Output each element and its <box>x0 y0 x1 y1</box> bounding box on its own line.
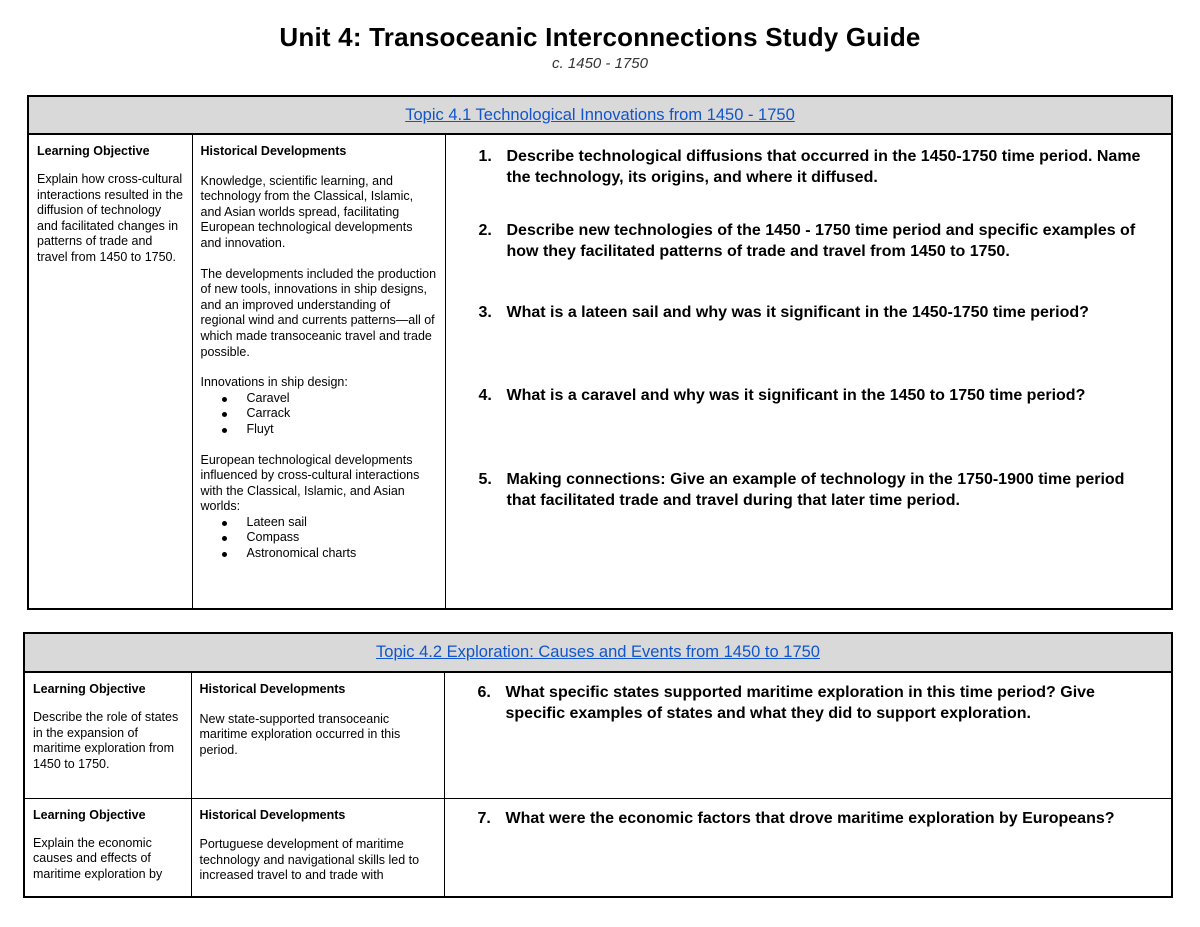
list-item: Compass <box>247 530 437 546</box>
question-number: 2. <box>478 222 492 239</box>
learning-objective-text: Explain how cross-cultural interactions resulted in the diffusion of technology and facilitated changes in patterns of trade and travel from 1450 to 1750. <box>37 172 183 264</box>
question-text: Describe new technologies of the 1450 - 1750 time period and specific examples of how they facilitated patterns of trade and travel from 1450 to 1750. <box>506 222 1136 260</box>
development-paragraph: Innovations in ship design: <box>200 375 348 390</box>
list-item: Astronomical charts <box>247 546 437 562</box>
topic-4-1-table <box>27 95 1173 610</box>
question-item <box>479 302 1152 323</box>
learning-objective-text: Explain the economic causes and effects of maritime exploration by <box>33 835 163 881</box>
question-item <box>478 808 1152 829</box>
page-subtitle: c. 1450 - 1750 <box>552 55 648 72</box>
question-number: 3. <box>478 304 492 321</box>
topic-4-2-link[interactable]: Topic 4.2 Exploration: Causes and Events from 1450 to 1750 <box>376 643 820 661</box>
historical-developments-cell <box>192 134 445 609</box>
question-item <box>479 220 1152 262</box>
topic-4-1-link[interactable]: Topic 4.1 Technological Innovations from 1450 - 1750 <box>405 105 795 124</box>
question-number: 6. <box>477 684 491 701</box>
ship-design-list <box>201 391 437 438</box>
list-item: Caravel <box>247 391 437 407</box>
list-item: Lateen sail <box>247 515 437 531</box>
question-item <box>479 385 1152 406</box>
learning-objective-label: Learning Objective <box>33 682 146 696</box>
learning-objective-label: Learning Objective <box>37 144 150 158</box>
question-text: Describe technological diffusions that occurred in the 1450-1750 time period. Name the technology, its origins, and where it diffused. <box>506 148 1141 186</box>
development-paragraph: Portuguese development of maritime technology and navigational skills led to increased travel to and trade with <box>199 837 420 883</box>
learning-objective-cell <box>28 134 192 609</box>
question-text: Making connections: Give an example of technology in the 1750-1900 time period that facilitated trade and travel during that later time period. <box>506 471 1125 509</box>
historical-developments-label: Historical Developments <box>199 682 346 696</box>
question-number: 5. <box>478 471 492 488</box>
learning-objective-text: Describe the role of states in the expansion of maritime exploration from 1450 to 1750. <box>33 710 179 771</box>
question-item <box>479 469 1152 511</box>
topic-4-2-table <box>23 632 1173 898</box>
list-item: Fluyt <box>247 422 437 438</box>
topic-4-1-header <box>28 96 1172 134</box>
learning-objective-cell <box>24 672 191 798</box>
question-item <box>478 682 1152 724</box>
learning-objective-cell <box>24 798 191 897</box>
development-paragraph: The developments included the production of new tools, innovations in ship designs, and an improved understanding of regional wind and currents patterns—all of which made transoceanic travel and trade possible. <box>200 266 437 359</box>
development-paragraph: European technological developments influenced by cross-cultural interactions with the Classical, Islamic, and Asian worlds: <box>200 452 420 514</box>
historical-developments-cell <box>191 672 444 798</box>
question-number: 4. <box>478 387 492 404</box>
list-item: Carrack <box>247 406 437 422</box>
questions-cell <box>444 798 1172 897</box>
historical-developments-cell <box>191 798 444 897</box>
question-text: What specific states supported maritime exploration in this time period? Give specific examples of states and what they did to support exploration. <box>505 684 1095 722</box>
question-item <box>479 146 1152 188</box>
development-paragraph: New state-supported transoceanic maritime exploration occurred in this period. <box>199 711 401 757</box>
question-text: What is a lateen sail and why was it significant in the 1450-1750 time period? <box>506 304 1089 321</box>
page-title: Unit 4: Transoceanic Interconnections Study Guide <box>279 22 921 52</box>
development-paragraph: Knowledge, scientific learning, and technology from the Classical, Islamic, and Asian worlds spread, facilitating European technological developments and innovation. <box>200 173 414 250</box>
question-number: 1. <box>478 148 492 165</box>
historical-developments-label: Historical Developments <box>199 807 346 822</box>
question-text: What were the economic factors that drove maritime exploration by Europeans? <box>505 809 1115 827</box>
influence-list <box>201 515 437 562</box>
question-text: What is a caravel and why was it significant in the 1450 to 1750 time period? <box>506 387 1086 404</box>
historical-developments-label: Historical Developments <box>200 144 347 158</box>
learning-objective-label: Learning Objective <box>33 807 146 822</box>
topic-4-2-header <box>24 633 1172 672</box>
questions-cell <box>444 672 1172 798</box>
questions-cell <box>445 134 1172 609</box>
question-number: 7. <box>477 809 491 827</box>
